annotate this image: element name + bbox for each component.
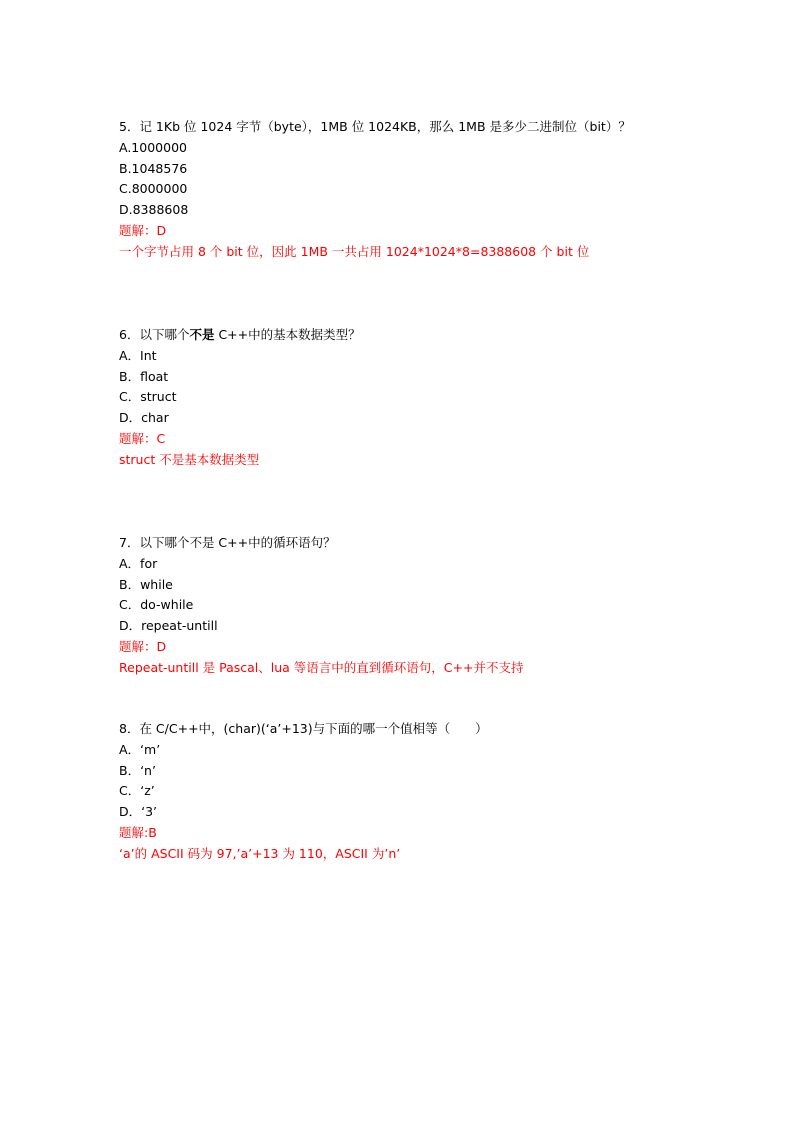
option-a: A．for <box>119 555 158 571</box>
option-d: D．‘3’ <box>119 804 158 820</box>
option-a: A．Int <box>119 347 157 363</box>
stem-emphasis: 不是 <box>189 327 215 342</box>
question-stem <box>119 325 719 346</box>
answer-label: 题解:B <box>119 824 157 840</box>
stem-text-before: 6．以下哪个 <box>119 327 190 342</box>
option-a: A．‘m’ <box>119 741 161 757</box>
question-8 <box>119 719 719 865</box>
answer-explanation: ‘a’的 ASCII 码为 97,’a’+13 为 110，ASCII 为’n’ <box>119 845 401 861</box>
option-a: A.1000000 <box>119 139 187 155</box>
question-stem: 5．记 1Kb 位 1024 字节（byte），1MB 位 1024KB，那么 1MB 是多少二进制位（bit）？ <box>119 119 631 134</box>
question-7 <box>119 533 719 679</box>
option-b: B．‘n’ <box>119 762 156 778</box>
question-stem: 8．在 C/C++中，(char)(‘a’+13)与下面的哪一个值相等（ ） <box>119 721 488 736</box>
answer-explanation: struct 不是基本数据类型 <box>119 451 260 467</box>
option-b: B．float <box>119 368 169 384</box>
option-c: C.8000000 <box>119 181 188 197</box>
option-d: D.8388608 <box>119 202 189 218</box>
question-stem: 7．以下哪个不是 C++中的循环语句？ <box>119 535 336 550</box>
option-d: D．char <box>119 410 169 426</box>
option-b: B．while <box>119 576 173 592</box>
answer-explanation: Repeat-untill 是 Pascal、lua 等语言中的直到循环语句，C++并不支持 <box>119 659 524 675</box>
option-c: C．do-while <box>119 597 194 613</box>
answer-label: 题解：D <box>119 638 167 654</box>
answer-label: 题解：C <box>119 430 166 446</box>
stem-text-after: C++中的基本数据类型？ <box>214 327 361 342</box>
option-d: D．repeat-untill <box>119 618 218 634</box>
question-6 <box>119 325 719 471</box>
option-b: B.1048576 <box>119 160 188 176</box>
answer-label: 题解：D <box>119 222 167 238</box>
question-5 <box>119 117 719 263</box>
option-c: C．‘z’ <box>119 783 155 799</box>
option-c: C．struct <box>119 389 177 405</box>
answer-explanation: 一个字节占用 8 个 bit 位，因此 1MB 一共占用 1024*1024*8=8388608 个 bit 位 <box>119 243 590 259</box>
